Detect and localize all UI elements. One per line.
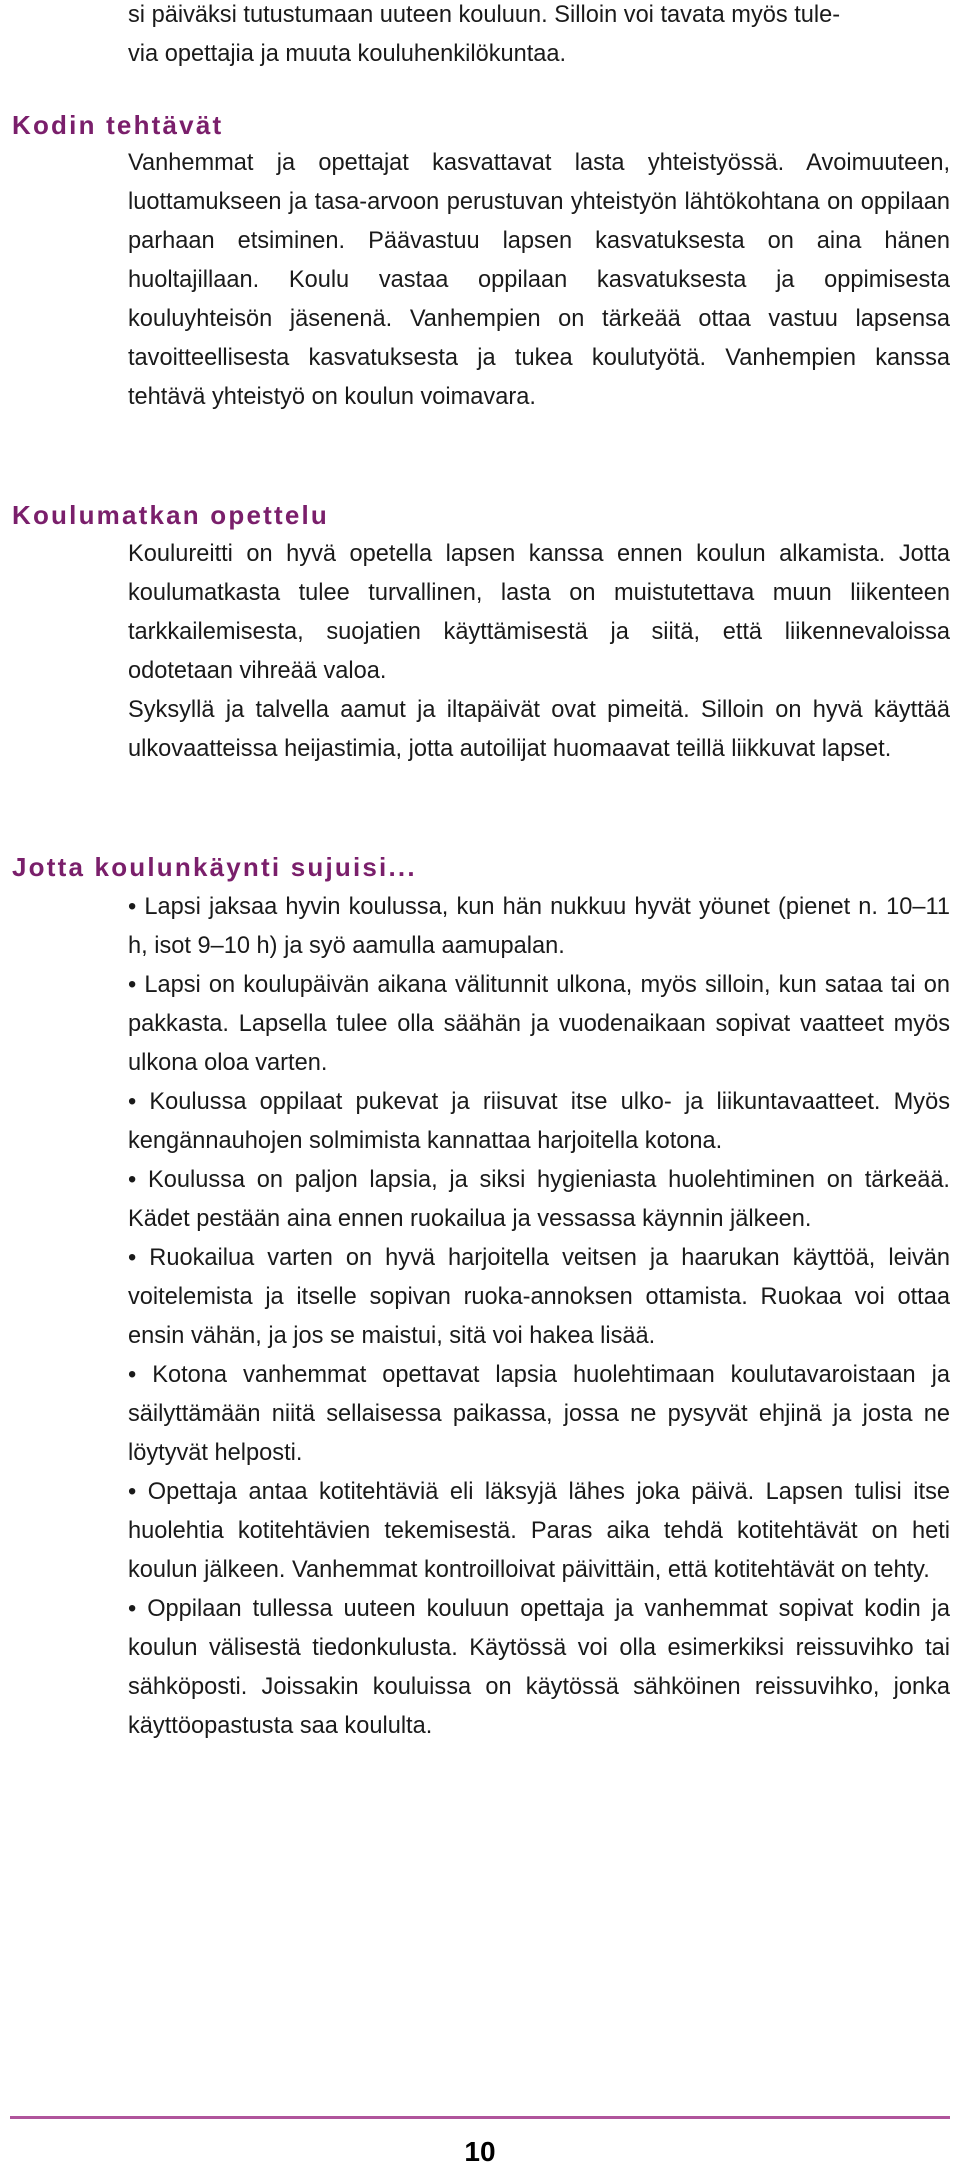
bullet-item: • Koulussa on paljon lapsia, ja siksi hygieniasta huolehtiminen on tärkeää. Kädet pestään aina ennen ruokailua ja vessassa käynnin jälkeen. <box>128 1167 950 1232</box>
section-heading-koulumatkan-opettelu: Koulumatkan opettelu <box>12 500 330 530</box>
paragraph: Syksyllä ja talvella aamut ja iltapäivät ovat pimeitä. Silloin on hyvä käyttää ulkovaatteissa heijastimia, jotta autoilijat huomaavat teillä liikkuvat lapset. <box>128 697 950 762</box>
bullet-item: • Koulussa oppilaat pukevat ja riisuvat itse ulko- ja liikuntavaatteet. Myös kengännauhojen solmimista kannattaa harjoitella kotona. <box>128 1089 950 1154</box>
intro-line-2: via opettajia ja muuta kouluhenkilökuntaa. <box>128 41 567 67</box>
paragraph: Koulureitti on hyvä opetella lapsen kanssa ennen koulun alkamista. Jotta koulumatkasta tulee turvallinen, lasta on muistutettava muun liikenteen tarkkailemisesta, suojatien käyttämisestä ja siitä, että liikennevaloissa odotetaan vihreää valoa. <box>128 541 950 684</box>
bullet-item: • Lapsi jaksaa hyvin koulussa, kun hän nukkuu hyvät yöunet (pienet n. 10–11 h, isot 9–10 h) ja syö aamulla aamupalan. <box>128 894 950 959</box>
footer-rule <box>10 2116 950 2119</box>
section-heading-kodin-tehtavat: Kodin tehtävät <box>12 110 224 140</box>
page-number: 10 <box>464 2136 496 2167</box>
section-heading-jotta-koulunkaynti-sujuisi: Jotta koulunkäynti sujuisi... <box>12 852 417 882</box>
intro-line-1: si päiväksi tutustumaan uuteen kouluun. Silloin voi tavata myös tule- <box>128 2 841 28</box>
bullet-item: • Kotona vanhemmat opettavat lapsia huolehtimaan koulutavaroistaan ja säilyttämään niitä sellaisessa paikassa, jossa ne pysyvät ehjinä ja josta ne löytyvät helposti. <box>128 1362 950 1466</box>
section-body-jotta-koulunkaynti-sujuisi <box>128 888 950 1746</box>
paragraph: Vanhemmat ja opettajat kasvattavat lasta yhteistyössä. Avoimuuteen, luottamukseen ja tasa-arvoon perustuvan yhteistyön lähtökohtana on oppilaan parhaan etsiminen. Päävastuu lapsen kasvatuksesta on aina hänen huoltajillaan. Koulu vastaa oppilaan kasvatuksesta ja oppimisesta kouluyhteisön jäsenenä. Vanhempien on tärkeää ottaa vastuu lapsensa tavoitteellisesta kasvatuksesta ja tukea koulutyötä. Vanhempien kanssa tehtävä yhteistyö on koulun voimavara. <box>128 150 950 410</box>
bullet-item: • Lapsi on koulupäivän aikana välitunnit ulkona, myös silloin, kun sataa tai on pakkasta. Lapsella tulee olla säähän ja vuodenaikaan sopivat vaatteet myös ulkona oloa varten. <box>128 972 950 1076</box>
intro-text <box>128 0 950 74</box>
bullet-item: • Ruokailua varten on hyvä harjoitella veitsen ja haarukan käyttöä, leivän voitelemista ja itselle sopivan ruoka-annoksen ottamista. Ruokaa voi ottaa ensin vähän, ja jos se maistui, sitä voi hakea lisää. <box>128 1245 950 1349</box>
bullet-item: • Oppilaan tullessa uuteen kouluun opettaja ja vanhemmat sopivat kodin ja koulun välisestä tiedonkulusta. Käytössä voi olla esimerkiksi reissuvihko tai sähköposti. Joissakin kouluissa on käytössä sähköinen reissuvihko, jonka käyttöopastusta saa koululta. <box>128 1596 950 1739</box>
section-body-kodin-tehtavat <box>128 144 950 417</box>
section-body-koulumatkan-opettelu <box>128 535 950 769</box>
bullet-item: • Opettaja antaa kotitehtäviä eli läksyjä lähes joka päivä. Lapsen tulisi itse huolehtia kotitehtävien tekemisestä. Paras aika tehdä kotitehtävät on heti koulun jälkeen. Vanhemmat kontroilloivat päivittäin, että kotitehtävät on tehty. <box>128 1479 950 1583</box>
